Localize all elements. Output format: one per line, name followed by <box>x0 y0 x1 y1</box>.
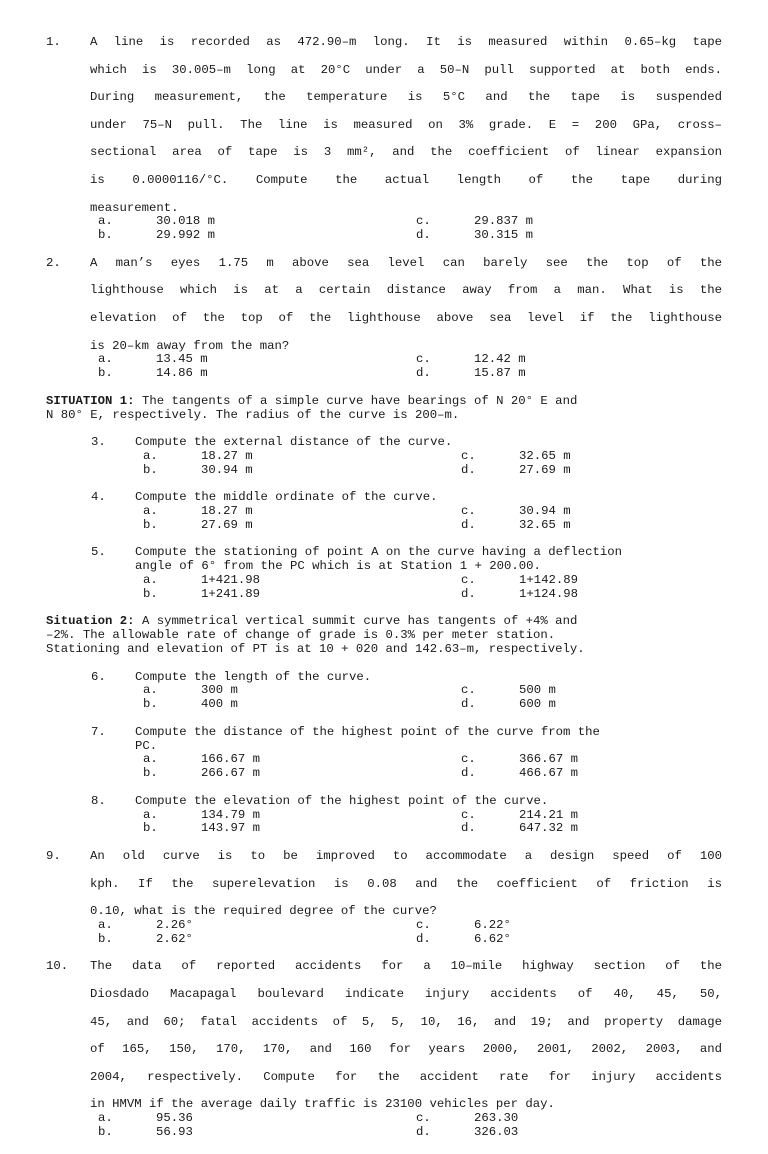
choice-letter: c. <box>461 448 476 463</box>
question-10 <box>46 960 722 1139</box>
choice-value: 95.36 <box>156 1111 193 1126</box>
question-text-line: in HMVM if the average daily traffic is 23100 vehicles per day. <box>90 1097 555 1112</box>
choices <box>143 753 722 781</box>
choice-row <box>143 684 722 698</box>
choice-row <box>98 215 722 229</box>
question-number: 7. <box>91 724 106 739</box>
question-text-line: 2004, respectively. Compute for the accident rate for injury accidents <box>90 1069 722 1084</box>
choice-letter: c. <box>416 918 431 932</box>
choice-letter: d. <box>416 1124 431 1139</box>
question-text-line: A line is recorded as 472.90–m long. It is measured within 0.65–kg tape <box>90 35 722 49</box>
question-text-line: is 20–km away from the man? <box>90 338 290 353</box>
choice-value: 366.67 m <box>519 752 579 767</box>
spacer <box>0 781 768 795</box>
question-text-line: under 75–N pull. The line is measured on 3% grade. E = 200 GPa, cross– <box>90 117 722 132</box>
question-text-line: angle of 6° from the PC which is at Station 1 + 200.00. <box>135 559 541 574</box>
question-5 <box>91 546 722 601</box>
choice <box>416 1126 518 1140</box>
choice-value: 2.62° <box>156 931 193 946</box>
situation-2-questions <box>0 671 768 850</box>
question-text-line: PC. <box>135 738 158 753</box>
question-text-line: sectional area of tape is 3 mm², and the coefficient of linear expansion <box>90 145 722 160</box>
choice-row <box>98 1126 722 1140</box>
choice-value: 6.22° <box>474 918 511 932</box>
choice-letter: c. <box>416 352 431 367</box>
choice <box>461 809 578 823</box>
choice-value: 214.21 m <box>519 807 579 822</box>
question-4 <box>91 491 722 532</box>
choice-value: 263.30 <box>474 1111 519 1126</box>
situation-2-line-1 <box>46 615 722 629</box>
choices <box>143 574 722 602</box>
choice-letter: a. <box>98 214 113 229</box>
question-number: 2. <box>46 255 61 270</box>
choice-value: 14.86 m <box>156 366 208 381</box>
choice-row <box>143 809 722 823</box>
choice-row <box>98 367 722 381</box>
choice-row <box>143 822 722 836</box>
choice <box>98 353 208 367</box>
question-text-line: Compute the elevation of the highest point of the curve. <box>135 793 549 808</box>
situation-2-line-3: Stationing and elevation of PT is at 10 + 020 and 142.63–m, respectively. <box>46 642 585 657</box>
choice-value: 500 m <box>519 683 556 698</box>
choice-letter: b. <box>98 366 113 381</box>
choice-letter: c. <box>461 573 476 588</box>
choice-letter: b. <box>143 766 158 781</box>
choice-row <box>98 1112 722 1126</box>
choice <box>143 450 253 464</box>
question-6 <box>91 671 722 712</box>
choice-value: 6.62° <box>474 931 511 946</box>
choice-row <box>98 919 722 933</box>
choice-letter: d. <box>461 586 476 601</box>
choice-value: 32.65 m <box>519 448 571 463</box>
choice-row <box>98 353 722 367</box>
choice <box>416 229 533 243</box>
choices <box>98 1112 722 1140</box>
choices <box>143 809 722 837</box>
choice <box>98 919 193 933</box>
choice-row <box>143 464 722 478</box>
choice-letter: c. <box>416 1111 431 1126</box>
choice <box>416 933 511 947</box>
spacer <box>0 381 768 395</box>
question-text-line: is 0.0000116/°C. Compute the actual length of the tape during <box>90 172 722 187</box>
choice-letter: d. <box>416 366 431 381</box>
choice <box>416 367 526 381</box>
choice <box>143 574 260 588</box>
spacer <box>0 712 768 726</box>
question-9 <box>46 850 722 947</box>
question-text-line: Compute the length of the curve. <box>135 669 372 684</box>
situation-1-line-1 <box>46 395 722 409</box>
question-text-line: A man’s eyes 1.75 m above sea level can barely see the top of the <box>90 255 722 270</box>
choice <box>461 698 556 712</box>
choice-letter: a. <box>98 1111 113 1126</box>
choice-value: 30.94 m <box>519 504 571 519</box>
choice-letter: b. <box>143 821 158 836</box>
choice-value: 1+241.89 <box>201 586 261 601</box>
question-number: 9. <box>46 849 61 864</box>
question-3 <box>91 436 722 477</box>
choice-letter: b. <box>143 586 158 601</box>
choice-letter: d. <box>461 517 476 532</box>
choices <box>98 919 722 947</box>
spacer <box>0 836 768 850</box>
choice-letter: d. <box>416 931 431 946</box>
choice-row <box>143 519 722 533</box>
question-text-line: measurement. <box>90 200 179 215</box>
choice <box>461 588 578 602</box>
question-text-line: kph. If the superelevation is 0.08 and the coefficient of friction is <box>90 876 722 891</box>
choice-letter: b. <box>143 517 158 532</box>
spacer <box>0 533 768 547</box>
choice-value: 30.94 m <box>201 462 253 477</box>
choice-value: 143.97 m <box>201 821 261 836</box>
choice-value: 18.27 m <box>201 504 253 519</box>
choice-value: 300 m <box>201 683 238 698</box>
choice <box>143 822 260 836</box>
question-text-line: 0.10, what is the required degree of the curve? <box>90 904 437 919</box>
choice-value: 29.837 m <box>474 214 534 229</box>
choice-value: 27.69 m <box>519 462 571 477</box>
choice-letter: b. <box>143 462 158 477</box>
choice-value: 30.018 m <box>156 214 216 229</box>
choice <box>98 367 208 381</box>
choice-letter: d. <box>461 766 476 781</box>
situation-1-questions <box>0 436 768 615</box>
question-number: 5. <box>91 545 106 560</box>
choice <box>461 684 556 698</box>
situation-1-text-1: The tangents of a simple curve have bearings of N 20° E and <box>134 393 578 408</box>
choice-value: 1+124.98 <box>519 586 579 601</box>
choice-value: 1+421.98 <box>201 573 261 588</box>
choice <box>461 450 571 464</box>
choice-row <box>143 753 722 767</box>
choice <box>143 505 253 519</box>
choice-row <box>143 588 722 602</box>
choices <box>143 505 722 533</box>
choice-letter: a. <box>143 807 158 822</box>
spacer <box>0 243 768 257</box>
choice-value: 56.93 <box>156 1124 193 1139</box>
choice-row <box>98 229 722 243</box>
choice-letter: c. <box>461 807 476 822</box>
choice-letter: a. <box>143 752 158 767</box>
choice-letter: b. <box>143 697 158 712</box>
choice-value: 15.87 m <box>474 366 526 381</box>
choice <box>416 1112 518 1126</box>
question-text-line: Compute the distance of the highest point of the curve from the <box>135 724 600 739</box>
choices <box>143 450 722 478</box>
choice <box>461 767 578 781</box>
choices <box>98 215 722 243</box>
choice-letter: d. <box>461 821 476 836</box>
choice-value: 400 m <box>201 697 238 712</box>
situation-2 <box>46 615 722 656</box>
question-number: 8. <box>91 793 106 808</box>
choice-letter: d. <box>461 697 476 712</box>
choices <box>143 684 722 712</box>
question-text-line: During measurement, the temperature is 5°C and the tape is suspended <box>90 90 722 105</box>
choice <box>461 574 578 588</box>
spacer <box>0 947 768 961</box>
choice-letter: b. <box>98 228 113 243</box>
choice <box>461 822 578 836</box>
question-7 <box>91 726 722 781</box>
question-text-line: elevation of the top of the lighthouse above sea level if the lighthouse <box>90 310 722 325</box>
choice-letter: a. <box>98 918 113 932</box>
choice-value: 30.315 m <box>474 228 534 243</box>
choice <box>143 753 260 767</box>
choice-letter: a. <box>143 448 158 463</box>
choice <box>98 933 193 947</box>
choice <box>143 698 238 712</box>
questions-top <box>0 36 768 395</box>
question-text-line: An old curve is to be improved to accommodate a design speed of 100 <box>90 849 722 864</box>
spacer <box>0 602 768 616</box>
choices <box>98 353 722 381</box>
choice-row <box>143 698 722 712</box>
choice-value: 134.79 m <box>201 807 261 822</box>
choice-value: 1+142.89 <box>519 573 579 588</box>
choice <box>461 519 571 533</box>
choice <box>143 588 260 602</box>
choice-value: 32.65 m <box>519 517 571 532</box>
question-text-line: 45, and 60; fatal accidents of 5, 5, 10, 16, and 19; and property damage <box>90 1014 722 1029</box>
choice-value: 647.32 m <box>519 821 579 836</box>
choice <box>143 809 260 823</box>
choice-value: 166.67 m <box>201 752 261 767</box>
question-number: 3. <box>91 435 106 450</box>
choice-value: 18.27 m <box>201 448 253 463</box>
choice <box>143 767 260 781</box>
choice-letter: b. <box>98 931 113 946</box>
choice-letter: c. <box>461 752 476 767</box>
question-number: 1. <box>46 35 61 49</box>
situation-1-line-2: N 80° E, respectively. The radius of the curve is 200–m. <box>46 407 460 422</box>
choice-letter: d. <box>461 462 476 477</box>
question-number: 10. <box>46 959 69 974</box>
spacer <box>0 1140 768 1154</box>
question-number: 4. <box>91 490 106 505</box>
choice <box>416 353 526 367</box>
question-text-line: lighthouse which is at a certain distance away from a man. What is the <box>90 283 722 298</box>
choice <box>461 753 578 767</box>
choice-value: 2.26° <box>156 918 193 932</box>
choice-value: 12.42 m <box>474 352 526 367</box>
question-text-line: Diosdado Macapagal boulevard indicate injury accidents of 40, 45, 50, <box>90 986 722 1001</box>
choice-letter: a. <box>98 352 113 367</box>
choice <box>98 229 215 243</box>
choice-letter: a. <box>143 683 158 698</box>
situation-2-line-2: –2%. The allowable rate of change of grade is 0.3% per meter station. <box>46 628 556 643</box>
choice-row <box>143 767 722 781</box>
question-text-line: Compute the external distance of the curve. <box>135 435 453 450</box>
choice-letter: c. <box>461 504 476 519</box>
choice-row <box>143 450 722 464</box>
question-text-line: of 165, 150, 170, 170, and 160 for years 2000, 2001, 2002, 2003, and <box>90 1042 722 1057</box>
choice <box>461 505 571 519</box>
choice-value: 27.69 m <box>201 517 253 532</box>
choice-value: 600 m <box>519 697 556 712</box>
question-text-line: which is 30.005–m long at 20°C under a 50–N pull supported at both ends. <box>90 62 722 77</box>
choice <box>143 464 253 478</box>
choice <box>143 684 238 698</box>
exam-page <box>0 36 768 1154</box>
choice-letter: b. <box>98 1124 113 1139</box>
choice-row <box>143 574 722 588</box>
choice-value: 13.45 m <box>156 352 208 367</box>
choice-letter: d. <box>416 228 431 243</box>
choice <box>416 919 511 933</box>
choice-value: 29.992 m <box>156 228 216 243</box>
choice-row <box>143 505 722 519</box>
choice <box>98 1112 193 1126</box>
choice <box>98 215 215 229</box>
choice-value: 466.67 m <box>519 766 579 781</box>
choice <box>143 519 253 533</box>
situation-1 <box>46 395 722 423</box>
choice-letter: a. <box>143 573 158 588</box>
question-text-line: The data of reported accidents for a 10–mile highway section of the <box>90 959 722 974</box>
question-number: 6. <box>91 669 106 684</box>
question-text-line: Compute the stationing of point A on the curve having a deflection <box>135 545 623 560</box>
choice-value: 266.67 m <box>201 766 261 781</box>
question-1 <box>46 36 722 243</box>
choice-letter: c. <box>461 683 476 698</box>
choice <box>98 1126 193 1140</box>
question-8 <box>91 795 722 836</box>
spacer <box>0 478 768 492</box>
choice-letter: a. <box>143 504 158 519</box>
questions-bottom <box>0 850 768 1154</box>
choice-letter: c. <box>416 214 431 229</box>
choice <box>461 464 571 478</box>
situation-2-label: Situation 2: <box>46 614 135 629</box>
question-text-line: Compute the middle ordinate of the curve. <box>135 490 438 505</box>
question-2 <box>46 257 722 381</box>
situation-1-label: SITUATION 1: <box>46 393 135 408</box>
choice-value: 326.03 <box>474 1124 519 1139</box>
situation-2-text-1: A symmetrical vertical summit curve has tangents of +4% and <box>134 614 578 629</box>
choice-row <box>98 933 722 947</box>
choice <box>416 215 533 229</box>
